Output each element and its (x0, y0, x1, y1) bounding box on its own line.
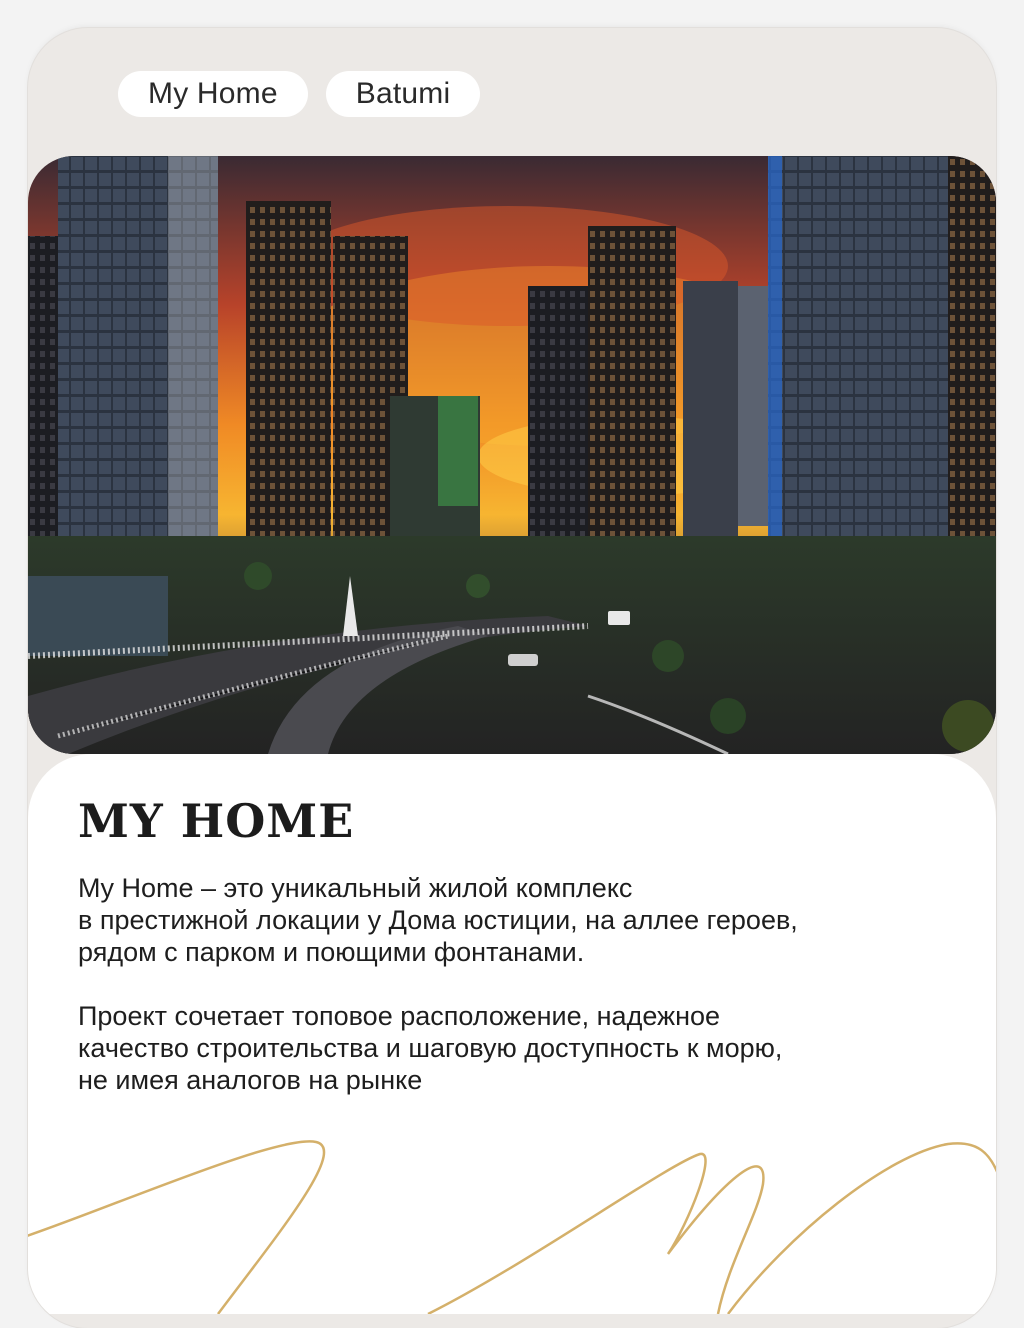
description-paragraph-1: My Home – это уникальный жилой комплекс в престижной локации у Дома юстиции, на аллее героев, рядом с парком и поющими фонтанами. (78, 873, 798, 967)
tag-list (118, 71, 480, 117)
project-title: MY HOME (78, 794, 355, 848)
tag-my-home[interactable]: My Home (118, 71, 308, 117)
decorative-signature-line (28, 1114, 996, 1314)
description-paragraph-2: Проект сочетает топовое расположение, надежное качество строительства и шаговую доступность к морю, не имея аналогов на рынке (78, 1001, 783, 1095)
project-card (28, 28, 996, 1328)
description-panel (28, 754, 996, 1314)
hero-image (28, 156, 996, 754)
city-render-illustration (28, 156, 996, 754)
tag-batumi[interactable]: Batumi (326, 71, 481, 117)
